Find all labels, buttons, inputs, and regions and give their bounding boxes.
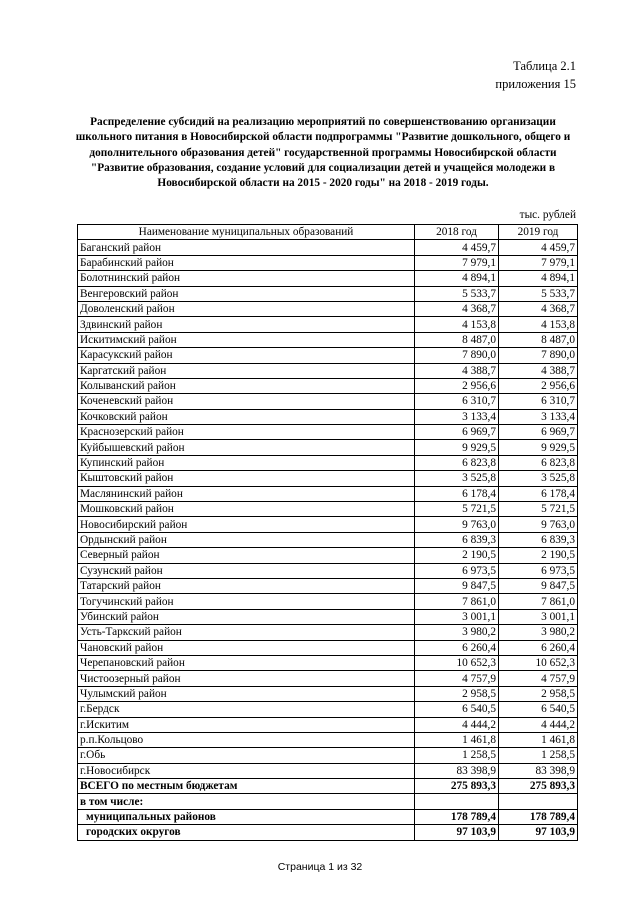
municipality-cell: городских округов (78, 825, 415, 840)
value-2019-cell: 6 823,8 (499, 455, 578, 470)
value-2019-cell: 5 721,5 (499, 502, 578, 517)
table-row (78, 425, 578, 440)
table-row (78, 748, 578, 763)
value-2018-cell: 8 487,0 (415, 332, 499, 347)
table-row (78, 286, 578, 301)
municipality-cell: Убинский район (78, 609, 415, 624)
value-2019-cell: 6 310,7 (499, 394, 578, 409)
table-row (78, 655, 578, 670)
municipality-cell: Здвинский район (78, 317, 415, 332)
value-2019-cell: 4 153,8 (499, 317, 578, 332)
value-2018-cell: 5 533,7 (415, 286, 499, 301)
table-row (78, 378, 578, 393)
table-row (78, 809, 578, 824)
table-row (78, 409, 578, 424)
value-2019-cell: 7 979,1 (499, 255, 578, 270)
value-2018-cell: 9 929,5 (415, 440, 499, 455)
document-title: Распределение субсидий на реализацию мероприятий по совершенствованию организации школьного питания в Новосибирской области подпрограммы "Развитие дошкольного, общего и дополнительного образования детей" государственной программы Новосибирской области "Развитие образования, создание условий для социализации детей и учащейся молодежи в Новосибирской области на 2015 - 2020 годы" на 2018 - 2019 годы. (75, 116, 571, 190)
value-2018-cell: 83 398,9 (415, 763, 499, 778)
value-2019-cell: 10 652,3 (499, 655, 578, 670)
value-2018-cell: 1 461,8 (415, 732, 499, 747)
table-row (78, 794, 578, 809)
municipality-cell: Барабинский район (78, 255, 415, 270)
subsidy-table (77, 224, 578, 841)
table-row (78, 486, 578, 501)
value-2019-cell: 3 980,2 (499, 625, 578, 640)
value-2018-cell: 6 310,7 (415, 394, 499, 409)
value-2018-cell: 6 178,4 (415, 486, 499, 501)
value-2018-cell: 2 958,5 (415, 686, 499, 701)
municipality-cell: Маслянинский район (78, 486, 415, 501)
table-row (78, 732, 578, 747)
municipality-cell: Черепановский район (78, 655, 415, 670)
value-2019-cell: 4 388,7 (499, 363, 578, 378)
value-2019-cell: 1 258,5 (499, 748, 578, 763)
municipality-cell: Кыштовский район (78, 471, 415, 486)
value-2019-cell: 9 847,5 (499, 578, 578, 593)
value-2018-cell: 6 839,3 (415, 532, 499, 547)
appendix-reference: приложения 15 (495, 77, 576, 91)
value-2018-cell: 9 847,5 (415, 578, 499, 593)
municipality-cell: ВСЕГО по местным бюджетам (78, 779, 415, 794)
value-2018-cell: 4 894,1 (415, 271, 499, 286)
value-2019-cell: 7 890,0 (499, 348, 578, 363)
municipality-cell: Татарский район (78, 578, 415, 593)
municipality-cell: Чановский район (78, 640, 415, 655)
municipality-cell: Купинский район (78, 455, 415, 470)
municipality-cell: Баганский район (78, 240, 415, 255)
value-2018-cell: 4 153,8 (415, 317, 499, 332)
value-2018-cell: 2 956,6 (415, 378, 499, 393)
municipality-cell: Тогучинский район (78, 594, 415, 609)
municipality-cell: Кочковский район (78, 409, 415, 424)
municipality-cell: Сузунский район (78, 563, 415, 578)
municipality-cell: Чистоозерный район (78, 671, 415, 686)
value-2019-cell: 9 763,0 (499, 517, 578, 532)
value-2018-cell: 9 763,0 (415, 517, 499, 532)
value-2018-cell: 7 861,0 (415, 594, 499, 609)
municipality-cell: Краснозерский район (78, 425, 415, 440)
table-row (78, 517, 578, 532)
value-2018-cell: 4 368,7 (415, 301, 499, 316)
value-2018-cell: 4 388,7 (415, 363, 499, 378)
table-row (78, 640, 578, 655)
value-2018-cell: 97 103,9 (415, 825, 499, 840)
value-2019-cell: 1 461,8 (499, 732, 578, 747)
value-2018-cell: 275 893,3 (415, 779, 499, 794)
value-2019-cell: 2 958,5 (499, 686, 578, 701)
value-2019-cell: 7 861,0 (499, 594, 578, 609)
municipality-cell: г.Новосибирск (78, 763, 415, 778)
value-2019-cell: 9 929,5 (499, 440, 578, 455)
value-2018-cell: 6 540,5 (415, 702, 499, 717)
municipality-cell: Мошковский район (78, 502, 415, 517)
table-row (78, 763, 578, 778)
value-2019-cell: 4 444,2 (499, 717, 578, 732)
value-2019-cell: 275 893,3 (499, 779, 578, 794)
value-2019-cell: 6 969,7 (499, 425, 578, 440)
value-2019-cell: 4 368,7 (499, 301, 578, 316)
municipality-cell: Новосибирский район (78, 517, 415, 532)
column-header-2019: 2019 год (499, 225, 578, 240)
value-2018-cell: 6 969,7 (415, 425, 499, 440)
value-2019-cell: 8 487,0 (499, 332, 578, 347)
page-footer: Страница 1 из 32 (277, 861, 363, 873)
value-2018-cell: 5 721,5 (415, 502, 499, 517)
table-row (78, 594, 578, 609)
municipality-cell: Северный район (78, 548, 415, 563)
value-2018-cell: 4 444,2 (415, 717, 499, 732)
value-2018-cell: 1 258,5 (415, 748, 499, 763)
table-body (78, 240, 578, 840)
municipality-cell: Болотнинский район (78, 271, 415, 286)
municipality-cell: Усть-Таркский район (78, 625, 415, 640)
table-row (78, 502, 578, 517)
value-2018-cell: 4 757,9 (415, 671, 499, 686)
table-row (78, 563, 578, 578)
table-row (78, 578, 578, 593)
value-2018-cell: 3 001,1 (415, 609, 499, 624)
value-2019-cell: 97 103,9 (499, 825, 578, 840)
value-2019-cell: 6 973,5 (499, 563, 578, 578)
table-row (78, 625, 578, 640)
table-row (78, 548, 578, 563)
value-2018-cell: 6 823,8 (415, 455, 499, 470)
value-2019-cell (499, 794, 578, 809)
value-2018-cell: 7 979,1 (415, 255, 499, 270)
table-row (78, 717, 578, 732)
value-2019-cell: 3 133,4 (499, 409, 578, 424)
table-row (78, 363, 578, 378)
municipality-cell: в том числе: (78, 794, 415, 809)
table-row (78, 702, 578, 717)
table-row (78, 609, 578, 624)
municipality-cell: муниципальных районов (78, 809, 415, 824)
table-row (78, 348, 578, 363)
value-2019-cell: 2 190,5 (499, 548, 578, 563)
municipality-cell: Ордынский район (78, 532, 415, 547)
municipality-cell: Искитимский район (78, 332, 415, 347)
table-row (78, 671, 578, 686)
table-row (78, 779, 578, 794)
value-2018-cell: 3 525,8 (415, 471, 499, 486)
municipality-cell: Чулымский район (78, 686, 415, 701)
value-2018-cell: 7 890,0 (415, 348, 499, 363)
municipality-cell: Венгеровский район (78, 286, 415, 301)
value-2019-cell: 6 178,4 (499, 486, 578, 501)
table-row (78, 394, 578, 409)
municipality-cell: Колыванский район (78, 378, 415, 393)
municipality-cell: Куйбышевский район (78, 440, 415, 455)
table-row (78, 301, 578, 316)
value-2018-cell: 6 973,5 (415, 563, 499, 578)
value-2019-cell: 6 260,4 (499, 640, 578, 655)
table-row (78, 455, 578, 470)
value-2019-cell: 6 540,5 (499, 702, 578, 717)
table-row (78, 332, 578, 347)
value-2019-cell: 6 839,3 (499, 532, 578, 547)
municipality-cell: г.Обь (78, 748, 415, 763)
municipality-cell: Коченевский район (78, 394, 415, 409)
value-2018-cell (415, 794, 499, 809)
table-row (78, 825, 578, 840)
table-reference: Таблица 2.1 (513, 59, 576, 73)
table-row (78, 271, 578, 286)
municipality-cell: г.Искитим (78, 717, 415, 732)
column-header-2018: 2018 год (415, 225, 499, 240)
value-2018-cell: 3 980,2 (415, 625, 499, 640)
table-row (78, 255, 578, 270)
table-row (78, 686, 578, 701)
value-2018-cell: 6 260,4 (415, 640, 499, 655)
value-2019-cell: 3 525,8 (499, 471, 578, 486)
value-2018-cell: 178 789,4 (415, 809, 499, 824)
units-label: тыс. рублей (519, 209, 576, 221)
municipality-cell: Доволенский район (78, 301, 415, 316)
value-2019-cell: 5 533,7 (499, 286, 578, 301)
municipality-cell: г.Бердск (78, 702, 415, 717)
value-2019-cell: 3 001,1 (499, 609, 578, 624)
value-2019-cell: 2 956,6 (499, 378, 578, 393)
value-2019-cell: 4 894,1 (499, 271, 578, 286)
value-2018-cell: 2 190,5 (415, 548, 499, 563)
municipality-cell: Карасукский район (78, 348, 415, 363)
table-row (78, 471, 578, 486)
column-header-municipality: Наименование муниципальных образований (78, 225, 415, 240)
value-2019-cell: 4 459,7 (499, 240, 578, 255)
value-2018-cell: 10 652,3 (415, 655, 499, 670)
table-row (78, 317, 578, 332)
municipality-cell: Каргатский район (78, 363, 415, 378)
municipality-cell: р.п.Кольцово (78, 732, 415, 747)
table-header-row (78, 225, 578, 240)
table-row (78, 532, 578, 547)
value-2018-cell: 4 459,7 (415, 240, 499, 255)
value-2019-cell: 4 757,9 (499, 671, 578, 686)
value-2019-cell: 178 789,4 (499, 809, 578, 824)
value-2018-cell: 3 133,4 (415, 409, 499, 424)
table-row (78, 440, 578, 455)
table-row (78, 240, 578, 255)
value-2019-cell: 83 398,9 (499, 763, 578, 778)
